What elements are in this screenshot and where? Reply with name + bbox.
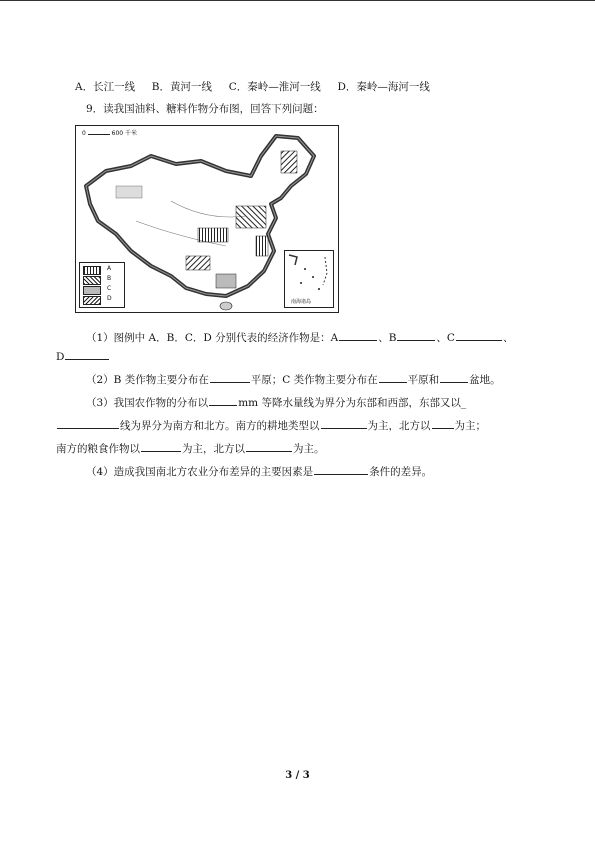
q1-text-d-end: 、: [502, 332, 514, 344]
q2-blank-b[interactable]: [379, 371, 407, 383]
legend-row-c: [83, 285, 123, 294]
question-9: 9．读我国油料、糖料作物分布图，回答下列问题：: [86, 103, 324, 115]
q2-blank-a[interactable]: [210, 371, 250, 383]
q1-blank-b[interactable]: [397, 329, 435, 341]
china-crop-map: [75, 125, 339, 313]
q2-line: [86, 371, 501, 387]
q3-blank-e[interactable]: [141, 440, 181, 452]
q2-text-a: （2）B 类作物主要分布在: [86, 374, 209, 386]
q3-blank-a[interactable]: [209, 394, 237, 406]
inset-label: 南海诸岛: [291, 299, 312, 305]
legend-row-b: [83, 275, 123, 284]
q3-text-d: 为主，北方以: [367, 420, 431, 432]
q1-text-b: 、B: [378, 332, 397, 344]
q1-blank-c[interactable]: [456, 329, 502, 341]
option-c: C．秦岭—淮河一线: [228, 81, 321, 93]
q3-text-g: 为主，北方以: [182, 443, 245, 455]
q3-blank-f[interactable]: [246, 440, 292, 452]
map-legend: [79, 262, 125, 308]
q4-line: [86, 463, 432, 479]
q3-text-a: （3）我国农作物的分布以: [86, 397, 209, 409]
scale-label: 600 千米: [111, 130, 138, 137]
q4-text-b: 条件的差异。: [369, 466, 433, 478]
options-line: [75, 80, 430, 94]
legend-label-c: C: [107, 285, 112, 292]
page-number: 3 / 3: [285, 770, 310, 781]
legend-label-a: A: [107, 265, 112, 272]
q3-line1: [86, 394, 466, 410]
south-china-sea-inset: [284, 250, 334, 308]
option-a: A．长江一线: [75, 81, 136, 93]
legend-label-b: B: [107, 275, 112, 282]
q3-text-c: 线为界分为南方和北方。南方的耕地类型以: [120, 420, 320, 432]
q3-blank-d[interactable]: [432, 417, 454, 429]
q1-blank-d[interactable]: [65, 348, 109, 360]
q3-line3: [56, 440, 325, 456]
q2-text-c: 平原和: [407, 374, 440, 386]
q3-line2: [56, 417, 486, 433]
option-d: D．秦岭—海河一线: [337, 81, 430, 93]
q2-text-b: 平原；C 类作物主要分布在: [250, 374, 378, 386]
q3-text-f: 南方的粮食作物以: [56, 443, 140, 455]
legend-swatch-d: [83, 296, 101, 305]
legend-swatch-a: [83, 266, 101, 275]
q2-blank-c[interactable]: [440, 371, 468, 383]
legend-row-d: [83, 295, 123, 304]
q1-text-d: D: [56, 351, 65, 363]
q3-blank-c[interactable]: [321, 417, 367, 429]
legend-label-d: D: [107, 295, 112, 302]
q1-blank-a[interactable]: [339, 329, 377, 341]
q1-text-c: 、C: [436, 332, 455, 344]
q3-text-b: mm 等降水量线为界分为东部和西部，东部又以_: [238, 397, 467, 409]
scale-zero: 0: [82, 130, 86, 137]
q4-text-a: （4）造成我国南北方农业分布差异的主要因素是: [86, 466, 314, 478]
legend-row-a: [83, 265, 123, 274]
q1-line1: [86, 329, 513, 345]
q3-text-h: 为主。: [293, 443, 325, 455]
legend-swatch-c: [83, 286, 101, 295]
q2-text-d: 盆地。: [469, 374, 501, 386]
option-b: B．黄河一线: [151, 81, 213, 93]
q3-text-e: 为主；: [454, 420, 486, 432]
header-rule: [0, 0, 595, 1]
q1-line2: [56, 348, 110, 364]
q1-text-a: （1）图例中 A．B．C．D 分别代表的经济作物是：A: [86, 332, 339, 344]
q3-blank-b[interactable]: [57, 417, 119, 429]
legend-swatch-b: [83, 276, 101, 285]
q4-blank-a[interactable]: [314, 463, 368, 475]
